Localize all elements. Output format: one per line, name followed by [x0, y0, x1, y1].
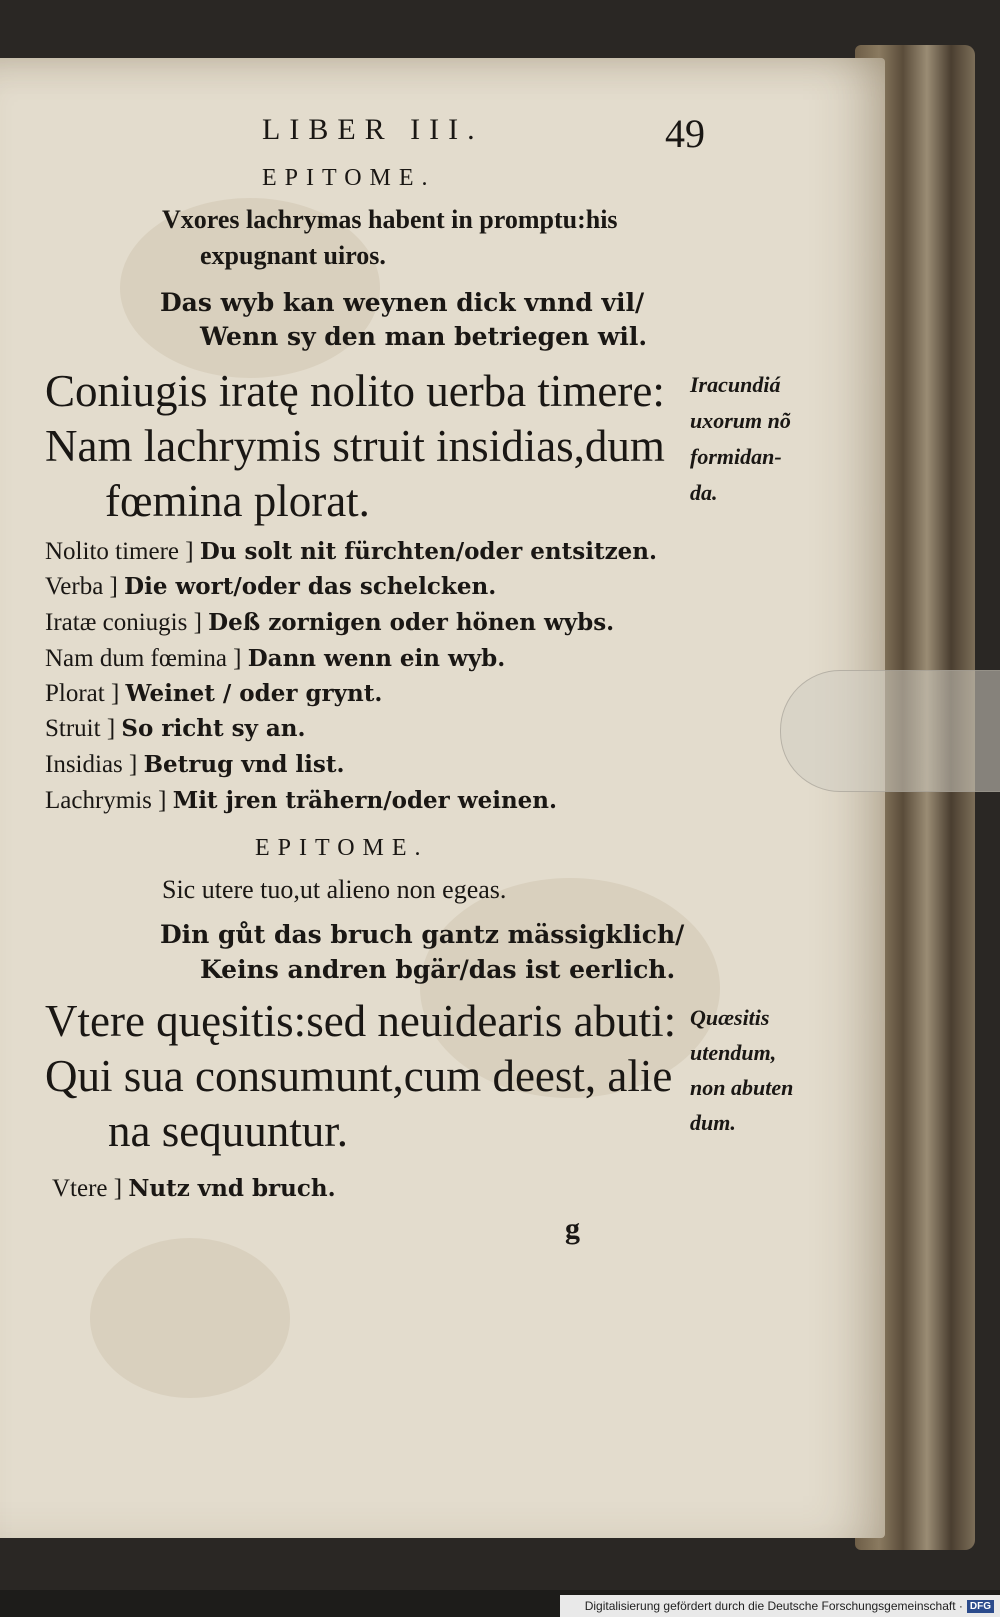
gloss-lemma: Vtere ] [52, 1175, 123, 1202]
gloss-german: Deß zornigen oder hönen wybs. [208, 609, 615, 636]
gloss-lemma: Insidias ] [45, 751, 138, 778]
gloss-line [45, 715, 306, 743]
gloss-german: Dann wenn ein wyb. [247, 645, 506, 672]
gloss-german: Du solt nit fürchten/oder entsitzen. [199, 538, 657, 565]
gloss-german: Nutz vnd bruch. [128, 1175, 336, 1202]
gloss-german: So richt sy an. [121, 715, 306, 742]
margin-note-line: non abuten [690, 1075, 794, 1100]
verse-line: Qui sua consumunt,cum deest, alie [45, 1051, 673, 1101]
margin-note-line: utendum, [690, 1040, 777, 1065]
gloss-line [52, 1175, 336, 1203]
gloss-lemma: Nolito timere ] [45, 538, 194, 565]
gloss-line [45, 751, 344, 779]
verse-line: fœmina plorat. [105, 476, 370, 526]
gloss-line [45, 573, 496, 601]
verse-line: Coniugis iratę nolito uerba timere: [45, 366, 665, 416]
gloss-german: Weinet / oder grynt. [125, 680, 383, 707]
epitome-german-line: Das wyb kan weynen dick vnnd vil/ [160, 288, 645, 317]
gloss-line [45, 609, 614, 637]
verse-line: na sequuntur. [108, 1106, 348, 1156]
verse-line: Vtere quęsitis:sed neuidearis abuti: [45, 996, 677, 1046]
verse-line: Nam lachrymis struit insidias,dum [45, 421, 665, 471]
gloss-lemma: Verba ] [45, 573, 118, 600]
margin-note-line: uxorum nõ [690, 408, 791, 433]
margin-note-line: dum. [690, 1110, 736, 1135]
digitization-footer [560, 1595, 1000, 1617]
epitome-german-line: Wenn sy den man betriegen wil. [200, 322, 648, 351]
margin-note-line: Quæsitis [690, 1005, 770, 1030]
gloss-lemma: Lachrymis ] [45, 787, 167, 814]
gloss-lemma: Struit ] [45, 715, 116, 742]
gloss-line [45, 538, 657, 566]
gloss-german: Die wort/oder das schelcken. [124, 573, 497, 600]
gloss-line [45, 645, 505, 673]
margin-note-line: formidan- [690, 444, 782, 469]
epitome-latin-line: Vxores lachrymas habent in promptu:his [162, 205, 618, 234]
epitome-german-line: Keins andren bgär/das ist eerlich. [200, 955, 676, 984]
footer-text: Digitalisierung gefördert durch die Deutsche Forschungsgemeinschaft · [584, 1599, 963, 1613]
plastic-bookmark [780, 670, 1000, 792]
margin-note-line: da. [690, 480, 718, 505]
gloss-german: Mit jren trähern/oder weinen. [172, 787, 558, 814]
epitome-latin-line: expugnant uiros. [200, 241, 386, 270]
epitome-latin-line: Sic utere tuo,ut alieno non egeas. [162, 875, 507, 904]
gloss-lemma: Nam dum fœmina ] [45, 645, 242, 672]
gloss-lemma: Iratæ coniugis ] [45, 609, 202, 636]
page-number: 49 [665, 111, 705, 156]
gloss-line [45, 680, 382, 708]
section-heading: EPITOME. [255, 835, 429, 861]
dfg-logo: DFG [967, 1600, 994, 1613]
gloss-lemma: Plorat ] [45, 680, 120, 707]
epitome-german-line: Din gůt das bruch gantz mässigklich/ [160, 920, 685, 949]
running-header: LIBER III. [262, 113, 484, 146]
gloss-line [45, 787, 557, 815]
gloss-german: Betrug vnd list. [143, 751, 345, 778]
signature-mark: g [565, 1212, 580, 1245]
margin-note-line: Iracundiá [690, 372, 781, 397]
section-heading: EPITOME. [262, 165, 436, 191]
